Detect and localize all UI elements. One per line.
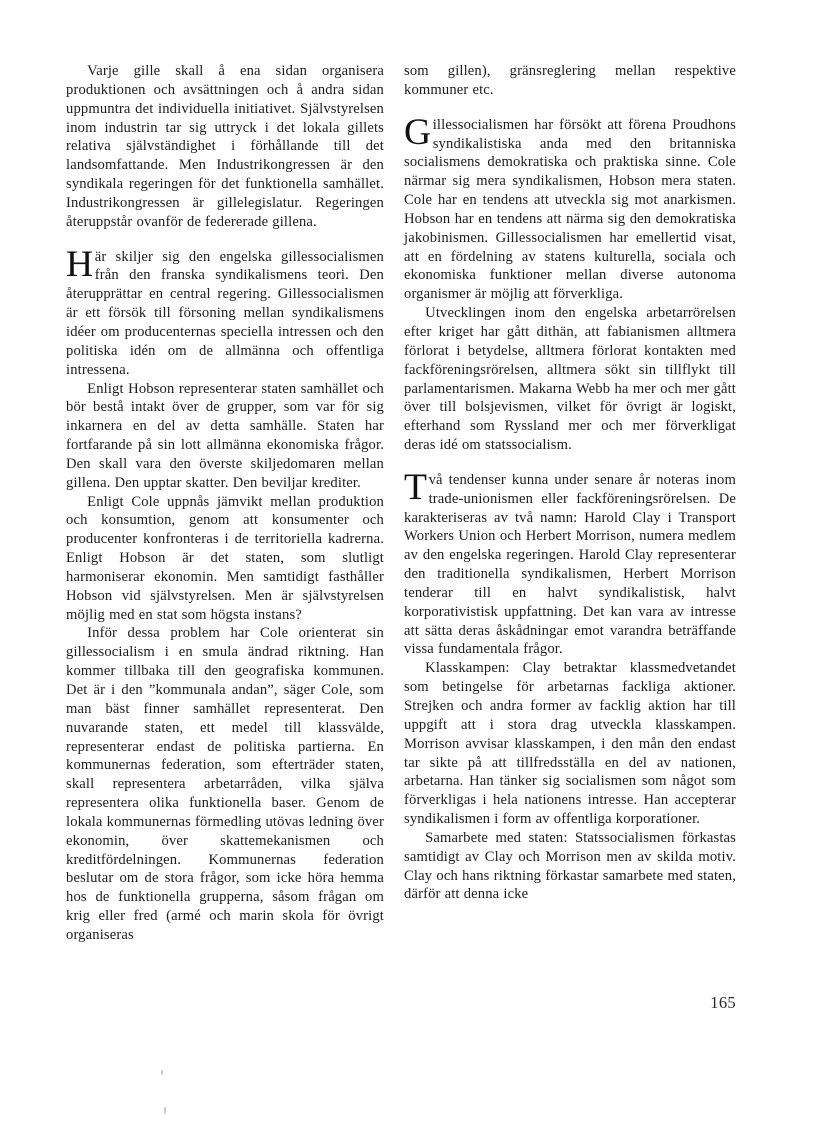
dropcap-letter: T xyxy=(404,466,428,508)
paragraph-with-dropcap xyxy=(66,243,384,380)
right-text-column xyxy=(404,62,736,945)
page-number: 165 xyxy=(710,993,736,1012)
paragraph-text: Enligt Cole uppnås jämvikt mellan produktion och konsumtion, genom att konsumenter och producenter konfronteras i de territoriella kadrerna. Enligt Hobson är det staten, som slutligt harmoniserar ekonomin. Men samtidigt fasthåller Hobson vid självstyrelsen. Men är självstyrelsen möjlig med en stat som högsta instans? xyxy=(66,493,384,623)
paragraph-text: Utvecklingen inom den engelska arbetarrörelsen efter kriget har gått dithän, att fabianismen alltmera förlorat i betydelse, alltmera förlorat kontakten med fackföreningsrörelsen, alltmera sökt sin tillflykt till parlamentarismen. Makarna Webb ha mer och mer gått över till bolsjevismen, vilket för övrigt är logiskt, efterhand som Ryssland mer och mer förverkligat deras idé om statssocialism. xyxy=(404,305,736,454)
paragraph-text: Enligt Hobson representerar staten samhället och bör bestå intakt över de grupper, som var för sig inkarnera en del av detta samhälle. Staten har fortfarande på sin lott allmänna ekonomiska frågor. Den skall vara den överste skiljedomaren mellan gillena. Den upptar skatter. Den beviljar krediter. xyxy=(66,380,384,491)
dropcap-letter: H xyxy=(66,243,94,285)
dropcap-letter: G xyxy=(404,111,432,153)
paragraph xyxy=(66,380,384,493)
paragraph-text: är skiljer sig den engelska gillessocialismen från den franska syndikalismens teori. Den återupprättar en central regering. Gillessocialismen är ett försök till försoning mellan syndikalismens idéer om producenternas speciella intressen och den politiska idén om de allmänna och offentliga intressena. xyxy=(66,248,384,378)
paragraph-text: Samarbete med staten: Statssocialismen förkastas samtidigt av Clay och Morrison men av skilda motiv. Clay och hans riktning förkastar samarbete med staten, därför att denna icke xyxy=(404,829,736,903)
paragraph-text: illessocialismen har försökt att förena Proudhons syndikalistiska anda med den britanniska socialismens demokratiska och praktiska sinne. Cole närmar sig mera syndikalismen, Hobson mera staten. Cole har en tendens att utveckla sig mot anarkismen. Hobson har en tendens att närma sig den demokratiska jakobinismen. Gillessocialismen har emellertid visat, att en fördelning av statens kulturella, sociala och ekonomiska funktioner mellan diverse autonoma organismer är möjlig att förverkliga. xyxy=(404,116,736,303)
scan-artifact-speck xyxy=(164,1107,166,1114)
paragraph xyxy=(66,624,384,944)
left-text-column xyxy=(66,62,384,945)
paragraph-with-dropcap xyxy=(404,466,736,659)
paragraph-with-dropcap xyxy=(404,111,736,304)
paragraph xyxy=(404,304,736,455)
two-column-text-body xyxy=(66,62,736,945)
paragraph xyxy=(66,62,384,232)
paragraph-text: Klasskampen: Clay betraktar klassmedvetandet som betingelse för arbetarnas fackliga aktioner. Strejken och andra former av facklig aktion har till uppgift att i stora drag utveckla klasskampen. Morrison avvisar klasskampen, i den mån den endast tar sikte på att tillfredsställa en del av nationen, arbetarna. Han tänker sig socialismen som något som förverkligas i hela nationens intresse. Han accepterar syndikalismen i form av offentliga korporationer. xyxy=(404,660,736,828)
scan-artifact-speck xyxy=(161,1070,163,1075)
paragraph-text: Inför dessa problem har Cole orienterat sin gillessocialism i en smula ändrad riktning. Han kommer tillbaka till den geografiska kommunen. Det är i den ”kommunala andan”, säger Cole, som man bäst finner samhället representerat. Den nuvarande staten, ett medel till klassvälde, representerar endast de politiska partierna. En kommunernas federation, som efterträder staten, skall representera arbetarråden, vilka själva representera olika funktionella baser. Genom de lokala kommunernas förmedling utövas ledning över ekonomin, över skattemekanismen och kreditfördelningen. Kommunernas federation beslutar om de stora frågor, som icke höra hemma hos de funktionella grupperna, såsom frågan om krig eller fred (armé och marin skola för övrigt organiseras xyxy=(66,625,384,943)
paragraph xyxy=(404,659,736,829)
paragraph xyxy=(404,829,736,904)
paragraph xyxy=(66,493,384,625)
paragraph-continuation xyxy=(404,62,736,100)
paragraph-text: vå tendenser kunna under senare år noteras inom trade-unionismen eller fackföreningsrörelsen. De karakteriseras av två namn: Harold Clay i Transport Workers Union och Herbert Morrison, numera medlem av den engelska regeringen. Harold Clay representerar den traditionella syndikalismen, Herbert Morrison tenderar till en halvt syndikalistisk, halvt korporativistisk uppfattning. Det kan vara av intresse att sätta deras åskådningar emot varandra beträffande vissa fundamentala frågor. xyxy=(404,471,736,658)
paragraph-text: Varje gille skall å ena sidan organisera produktionen och avsättningen och å andra sidan uppmuntra det individuella initiativet. Självstyrelsen inom industrin tar sig uttryck i det lokala gillets relativa självständighet i förhållande till det landsomfattande. Men Industrikongressen är den syndikala regeringen för det funktionella samhället. Industrikongressen är gillelegislatur. Regeringen återuppstår ovanför de federerade gillena. xyxy=(66,63,384,230)
paragraph-text: som gillen), gränsreglering mellan respektive kommuner etc. xyxy=(404,63,736,98)
